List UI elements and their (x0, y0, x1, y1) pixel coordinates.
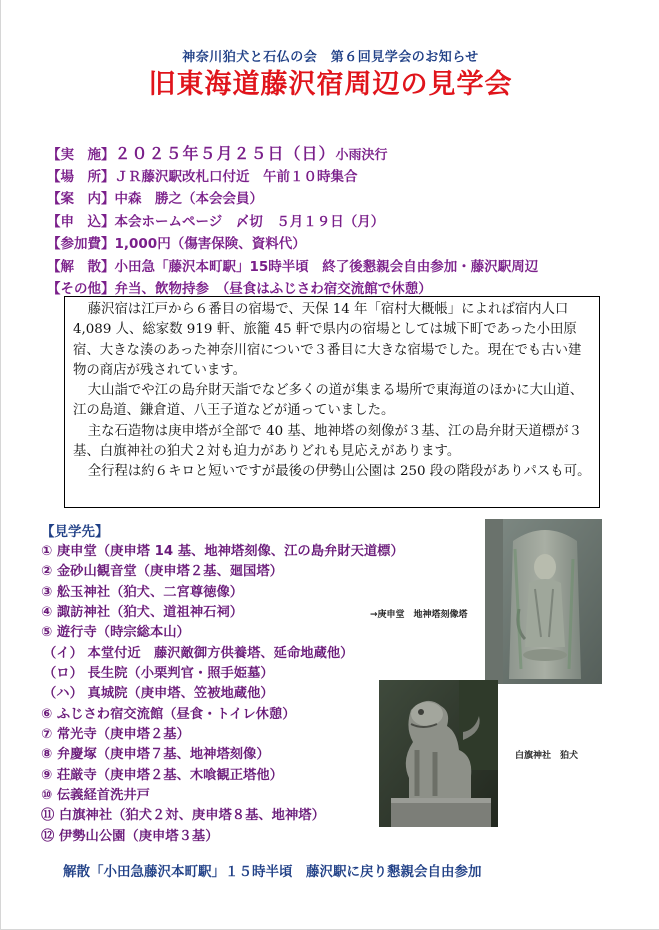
page-title: 旧東海道藤沢宿周辺の見学会 (148, 69, 513, 100)
info-label: 【参加費】 (47, 236, 115, 252)
list-item: ⑧ 弁慶塚（庚申塔７基、地神塔刻像） (41, 747, 270, 763)
info-label: 【場 所】 (47, 168, 115, 185)
list-item: ② 金砂山観音堂（庚申塔２基、廻国塔） (41, 564, 283, 580)
event-info (47, 143, 647, 301)
list-item: （ハ） 真城院（庚申塔、笠被地蔵他） (43, 686, 274, 702)
info-value: 中森 勝之（本会会員） (114, 191, 263, 207)
list-item: ④ 諏訪神社（狛犬、道祖神石祠） (41, 605, 244, 621)
description-paragraph: 大山詣でや江の島弁財天詣でなど多くの道が集まる場所で東海道のほかに大山道、江の島道、鎌倉道、八王子道などが通っていました。 (73, 383, 584, 419)
info-value: 本会ホームページ 〆切 ５月１９日（月） (114, 213, 385, 230)
info-label: 【実 施】 (47, 147, 115, 163)
info-label: 【申 込】 (47, 213, 115, 230)
list-item: ⑤ 遊行寺（時宗総本山） (41, 625, 190, 641)
list-item: ⑩ 伝義経首洗井戸 (41, 788, 150, 804)
list-item: ⑦ 常光寺（庚申塔２基） (41, 727, 190, 743)
list-item: ⑫ 伊勢山公園（庚申塔３基） (41, 828, 219, 844)
info-row-guide (47, 188, 647, 211)
description-paragraph: 藤沢宿は江戸から６番目の宿場で、天保 14 年「宿村大概帳」によれば宿内人口 4,089 人、総家数 919 軒、旅籠 45 軒で県内の宿場としては城下町であった小田原宿、大きな湊のあった神奈川宿についで３番目に大きな宿場でした。現在でも古い建物の商店が残されています。 (73, 302, 582, 378)
list-item: ① 庚申堂（庚申塔 14 基、地神塔刻像、江の島弁財天道標） (41, 544, 404, 559)
info-row-dismiss (47, 256, 647, 279)
jishin-statue-photo (485, 519, 602, 684)
list-item: （ロ） 長生院（小栗判官・照手姫墓） (43, 666, 274, 682)
info-value: ２０２５年５月２５日（日） (114, 144, 336, 163)
komainu-photo (379, 680, 498, 827)
info-row-date (47, 143, 647, 166)
info-label: 【その他】 (47, 281, 115, 297)
info-row-apply (47, 211, 647, 234)
description-paragraph: 全行程は約６キロと短いですが最後の伊勢山公園は 250 段の階段がありパスも可。 (87, 464, 591, 480)
list-item: （イ） 本堂付近 藤沢敵御方供養塔、延命地蔵他） (43, 645, 354, 661)
info-row-place (47, 166, 647, 189)
photo-caption: 白旗神社 狛犬 (515, 751, 579, 761)
description-box (64, 296, 600, 508)
list-item: ⑪ 白旗神社（狛犬２対、庚申塔８基、地神塔） (41, 808, 325, 824)
spots-heading: 【見学先】 (41, 524, 109, 540)
info-row-fee (47, 233, 647, 256)
info-label: 【解 散】 (47, 258, 115, 275)
info-note: 小雨決行 (335, 148, 388, 163)
info-value: 弁当、飲物持参 （昼食はふじさわ宿交流館で休憩） (114, 281, 432, 297)
description-paragraph: 主な石造物は庚申塔が全部で 40 基、地神塔の刻像が３基、江の島弁財天道標が３基、白旗神社の狛犬２対も迫力がありどれも見応えがあります。 (73, 423, 582, 460)
info-label: 【案 内】 (47, 191, 115, 207)
list-item: ⑥ ふじさわ宿交流館（昼食・トイレ休憩） (41, 706, 296, 722)
closing-note: 解散「小田急藤沢本町駅」１５時半頃 藤沢駅に戻り懇親会自由参加 (63, 864, 482, 880)
photo-caption: →庚申堂 地神塔刻像塔 (370, 610, 468, 620)
list-item: ③ 舩玉神社（狛犬、二宮尊徳像） (41, 584, 244, 600)
info-value: 1,000円（傷害保険、資料代） (114, 236, 306, 252)
info-value: 小田急「藤沢本町駅」15時半頃 終了後懇親会自由参加・藤沢駅周辺 (114, 258, 539, 275)
list-item: ⑨ 荘厳寺（庚申塔２基、木喰観正塔他） (41, 767, 283, 783)
info-value: ＪＲ藤沢駅改札口付近 午前１０時集合 (114, 168, 358, 185)
organizer-line: 神奈川狛犬と石仏の会 第６回見学会のお知らせ (182, 50, 479, 65)
